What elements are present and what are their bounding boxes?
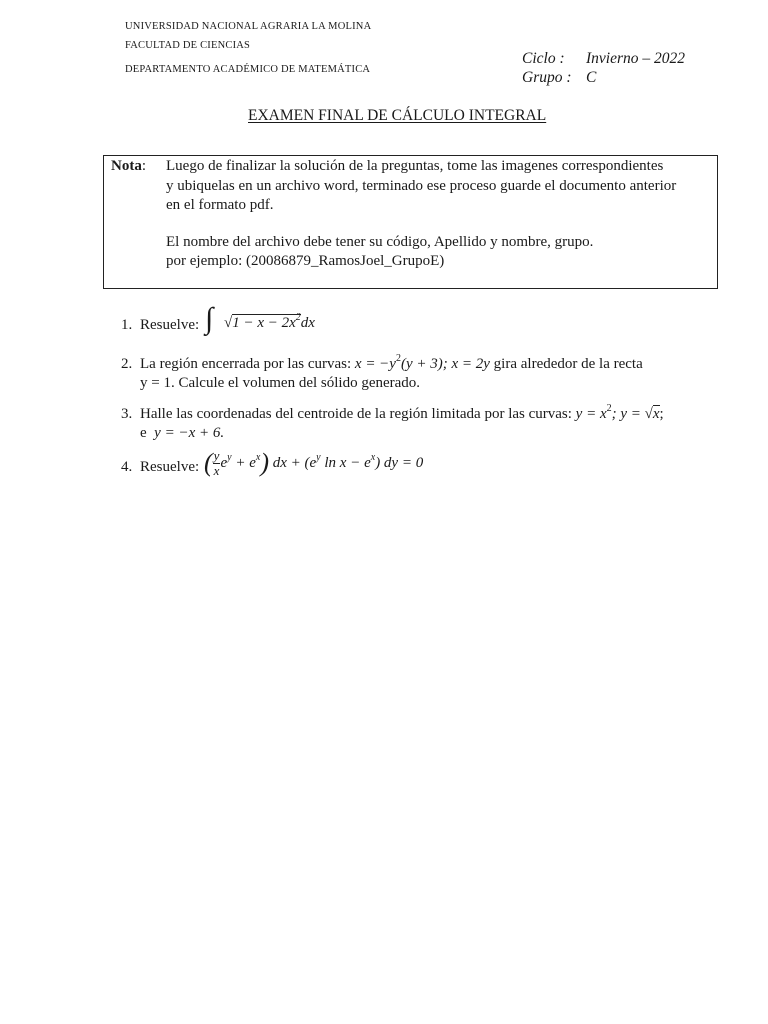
q3-sqrt-arg: x [652, 406, 660, 422]
q4-part-1-exp: y [227, 451, 232, 463]
question-1-expression [224, 314, 315, 333]
q2-text-b: gira alrededor de la recta [493, 356, 643, 372]
q2-eq-1-exp: 2 [395, 353, 401, 364]
q1-dx: dx [300, 315, 315, 331]
question-3-line-1 [140, 405, 664, 424]
q2-eq-1-rest: (y + 3); x = 2y [400, 356, 490, 372]
ciclo-label: Ciclo : [522, 50, 565, 67]
q4-part-4-exp: x [370, 451, 376, 463]
sqrt-symbol: √ [224, 315, 233, 331]
note-label-group [111, 157, 146, 176]
q2-text-a: La región encerrada por las curvas: [140, 356, 352, 372]
integral-sign: ∫ [205, 302, 214, 335]
q3-eq-b: ; y = [611, 406, 645, 422]
q3-eq-a: y = x [575, 406, 607, 422]
q4-part-2-exp: x [255, 451, 261, 463]
q3-semicolon: ; [659, 406, 664, 422]
note-line-5: por ejemplo: (20086879_RamosJoel_GrupoE) [166, 253, 445, 269]
question-2-line-2: y = 1. Calcule el volumen del sólido generado. [140, 375, 421, 391]
q3-sqrt-symbol: √ [644, 406, 653, 422]
q1-exponent: 2 [295, 312, 301, 323]
university-name: UNIVERSIDAD NACIONAL AGRARIA LA MOLINA [125, 21, 372, 32]
question-1-number: 1. [121, 317, 133, 333]
q4-part-3: dx + (e [268, 454, 317, 471]
department-name: DEPARTAMENTO ACADÉMICO DE MATEMÁTICA [125, 64, 371, 75]
exam-title: EXAMEN FINAL DE CÁLCULO INTEGRAL [248, 107, 547, 124]
question-4-equation [204, 449, 423, 478]
q4-part-4: ln x − e [320, 454, 371, 471]
note-line-1: Luego de finalizar la solución de la preguntas, tome las imagenes correspondientes [166, 158, 664, 174]
note-colon: : [141, 158, 146, 174]
q4-part-2: + e [231, 454, 256, 471]
q3-eq-c: y = −x + 6. [154, 425, 225, 441]
left-paren: ( [204, 447, 213, 477]
question-4-number: 4. [121, 459, 133, 475]
question-3-line-2 [140, 424, 224, 443]
right-paren: ) [260, 447, 269, 477]
note-line-3: en el formato pdf. [166, 197, 274, 213]
grupo-value: C [586, 69, 597, 86]
question-3-number: 3. [121, 406, 133, 422]
ciclo-value: Invierno – 2022 [586, 50, 686, 67]
q1-radicand-group [232, 314, 301, 331]
question-1-text: Resuelve: [140, 317, 200, 333]
faculty-name: FACULTAD DE CIENCIAS [125, 40, 251, 51]
fraction-denominator: x [213, 463, 220, 478]
q4-part-5: ) dy = 0 [375, 454, 424, 471]
q2-eq-1: x = −y [354, 356, 396, 372]
q3-e: e [140, 425, 147, 441]
note-line-4: El nombre del archivo debe tener su código, Apellido y nombre, grupo. [166, 234, 594, 250]
question-4-text: Resuelve: [140, 459, 200, 475]
q4-part-3-exp: y [316, 451, 321, 463]
question-2-line-1 [140, 355, 643, 374]
question-2-number: 2. [121, 356, 133, 372]
q3-eq-a-exp: 2 [606, 403, 612, 414]
q4-part-1: e [220, 454, 228, 471]
note-label: Nota [111, 158, 142, 174]
q1-radicand: 1 − x − 2x [232, 315, 296, 331]
grupo-label: Grupo : [522, 69, 572, 86]
q3-text: Halle las coordenadas del centroide de la región limitada por las curvas: [140, 406, 572, 422]
fraction-numerator: y [213, 448, 220, 463]
note-line-2: y ubiquelas en un archivo word, terminado ese proceso guarde el documento anterior [166, 178, 677, 194]
